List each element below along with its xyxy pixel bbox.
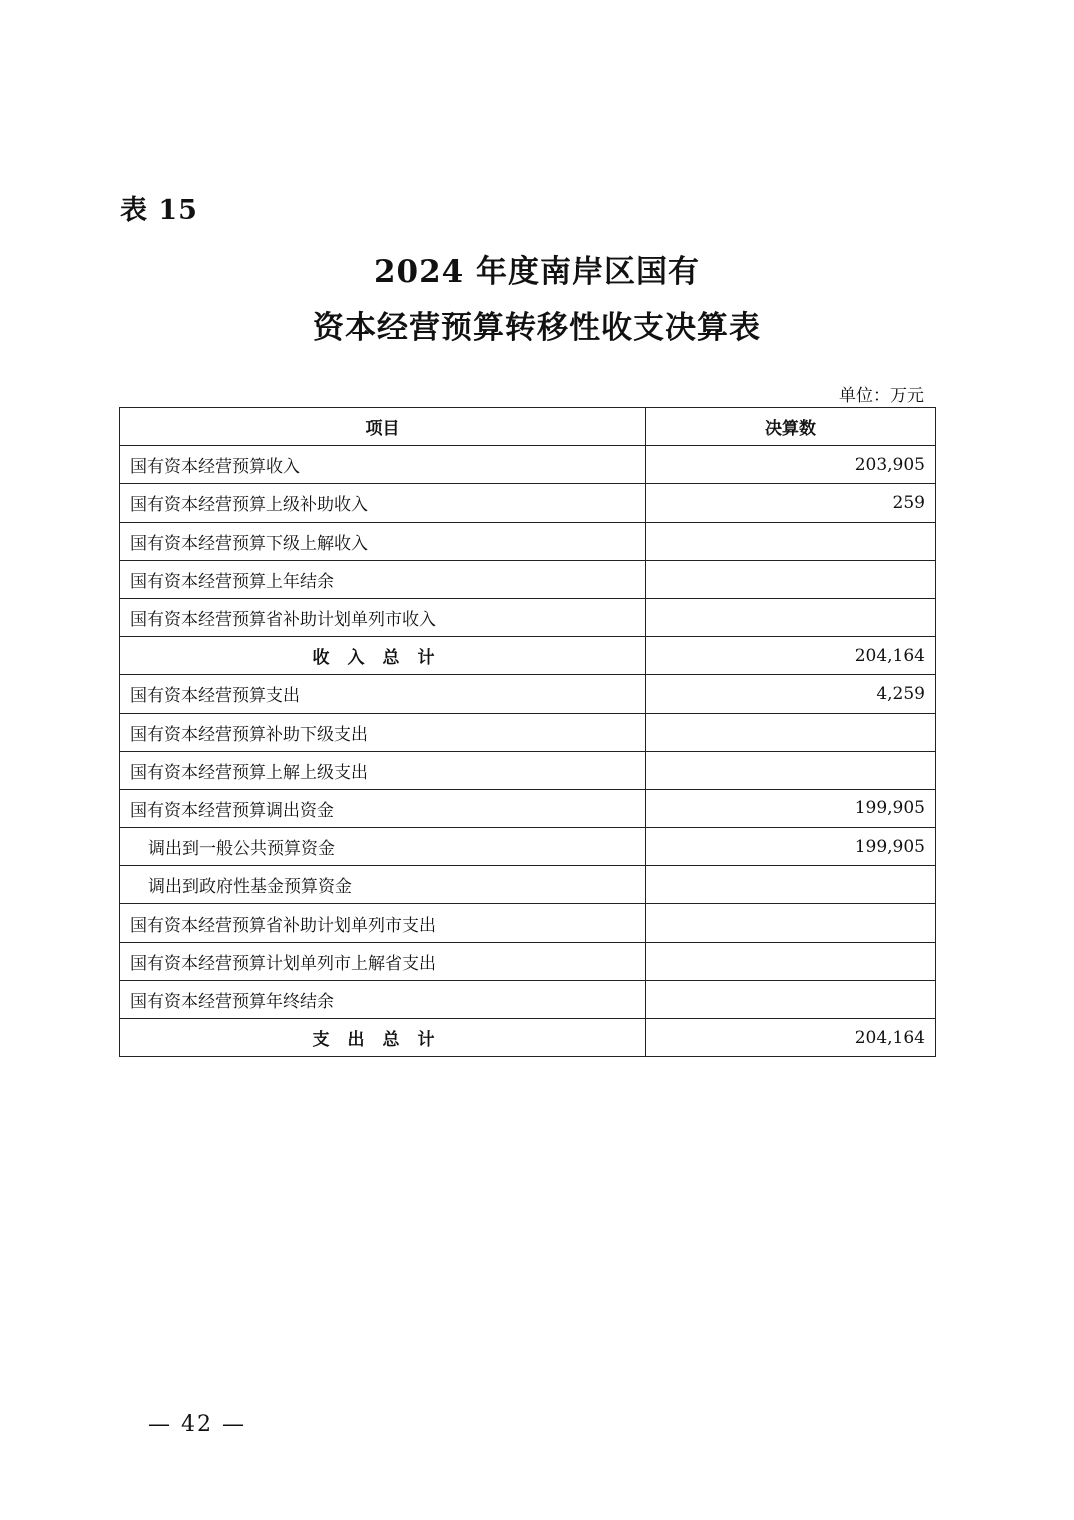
row-label: 国有资本经营预算省补助计划单列市收入 bbox=[120, 598, 646, 636]
income-total-label: 收入总计 bbox=[120, 637, 646, 675]
table-row bbox=[120, 828, 936, 866]
row-label: 国有资本经营预算上解上级支出 bbox=[120, 751, 646, 789]
row-label: 调出到政府性基金预算资金 bbox=[120, 866, 646, 904]
budget-table bbox=[119, 407, 936, 1057]
row-label: 国有资本经营预算省补助计划单列市支出 bbox=[120, 904, 646, 942]
expenditure-total-label: 支出总计 bbox=[120, 1019, 646, 1057]
income-total-value: 204,164 bbox=[646, 637, 936, 675]
row-label: 国有资本经营预算上年结余 bbox=[120, 560, 646, 598]
row-value bbox=[646, 713, 936, 751]
row-value bbox=[646, 751, 936, 789]
table-row bbox=[120, 446, 936, 484]
income-total-row bbox=[120, 637, 936, 675]
expenditure-total-row bbox=[120, 1019, 936, 1057]
row-label: 调出到一般公共预算资金 bbox=[120, 828, 646, 866]
row-label: 国有资本经营预算支出 bbox=[120, 675, 646, 713]
row-value bbox=[646, 560, 936, 598]
table-row bbox=[120, 484, 936, 522]
table-row bbox=[120, 675, 936, 713]
page-title-line-1: 2024 年度南岸区国有 bbox=[373, 254, 701, 290]
table-row bbox=[120, 980, 936, 1018]
unit-label: 单位：万元 bbox=[839, 386, 924, 406]
table-row bbox=[120, 904, 936, 942]
row-label: 国有资本经营预算上级补助收入 bbox=[120, 484, 646, 522]
expenditure-total-value: 204,164 bbox=[646, 1019, 936, 1057]
row-value: 259 bbox=[646, 484, 936, 522]
row-value bbox=[646, 904, 936, 942]
row-label: 国有资本经营预算计划单列市上解省支出 bbox=[120, 942, 646, 980]
page-number: — 42 — bbox=[148, 1412, 246, 1437]
column-header-amount: 决算数 bbox=[646, 408, 936, 446]
row-value: 199,905 bbox=[646, 828, 936, 866]
table-row bbox=[120, 560, 936, 598]
row-label: 国有资本经营预算下级上解收入 bbox=[120, 522, 646, 560]
row-label: 国有资本经营预算收入 bbox=[120, 446, 646, 484]
table-row bbox=[120, 598, 936, 636]
row-value: 199,905 bbox=[646, 789, 936, 827]
column-header-item: 项目 bbox=[120, 408, 646, 446]
table-row bbox=[120, 522, 936, 560]
table-row bbox=[120, 789, 936, 827]
page-title-line-2: 资本经营预算转移性收支决算表 bbox=[313, 310, 761, 346]
row-value: 203,905 bbox=[646, 446, 936, 484]
table-number: 表 15 bbox=[120, 195, 198, 226]
row-label: 国有资本经营预算补助下级支出 bbox=[120, 713, 646, 751]
row-value bbox=[646, 598, 936, 636]
table-row bbox=[120, 713, 936, 751]
row-value bbox=[646, 866, 936, 904]
table-row bbox=[120, 751, 936, 789]
row-value bbox=[646, 942, 936, 980]
table-header-row bbox=[120, 408, 936, 446]
table-row bbox=[120, 866, 936, 904]
row-value bbox=[646, 522, 936, 560]
row-value: 4,259 bbox=[646, 675, 936, 713]
row-label: 国有资本经营预算调出资金 bbox=[120, 789, 646, 827]
row-label: 国有资本经营预算年终结余 bbox=[120, 980, 646, 1018]
row-value bbox=[646, 980, 936, 1018]
table-row bbox=[120, 942, 936, 980]
